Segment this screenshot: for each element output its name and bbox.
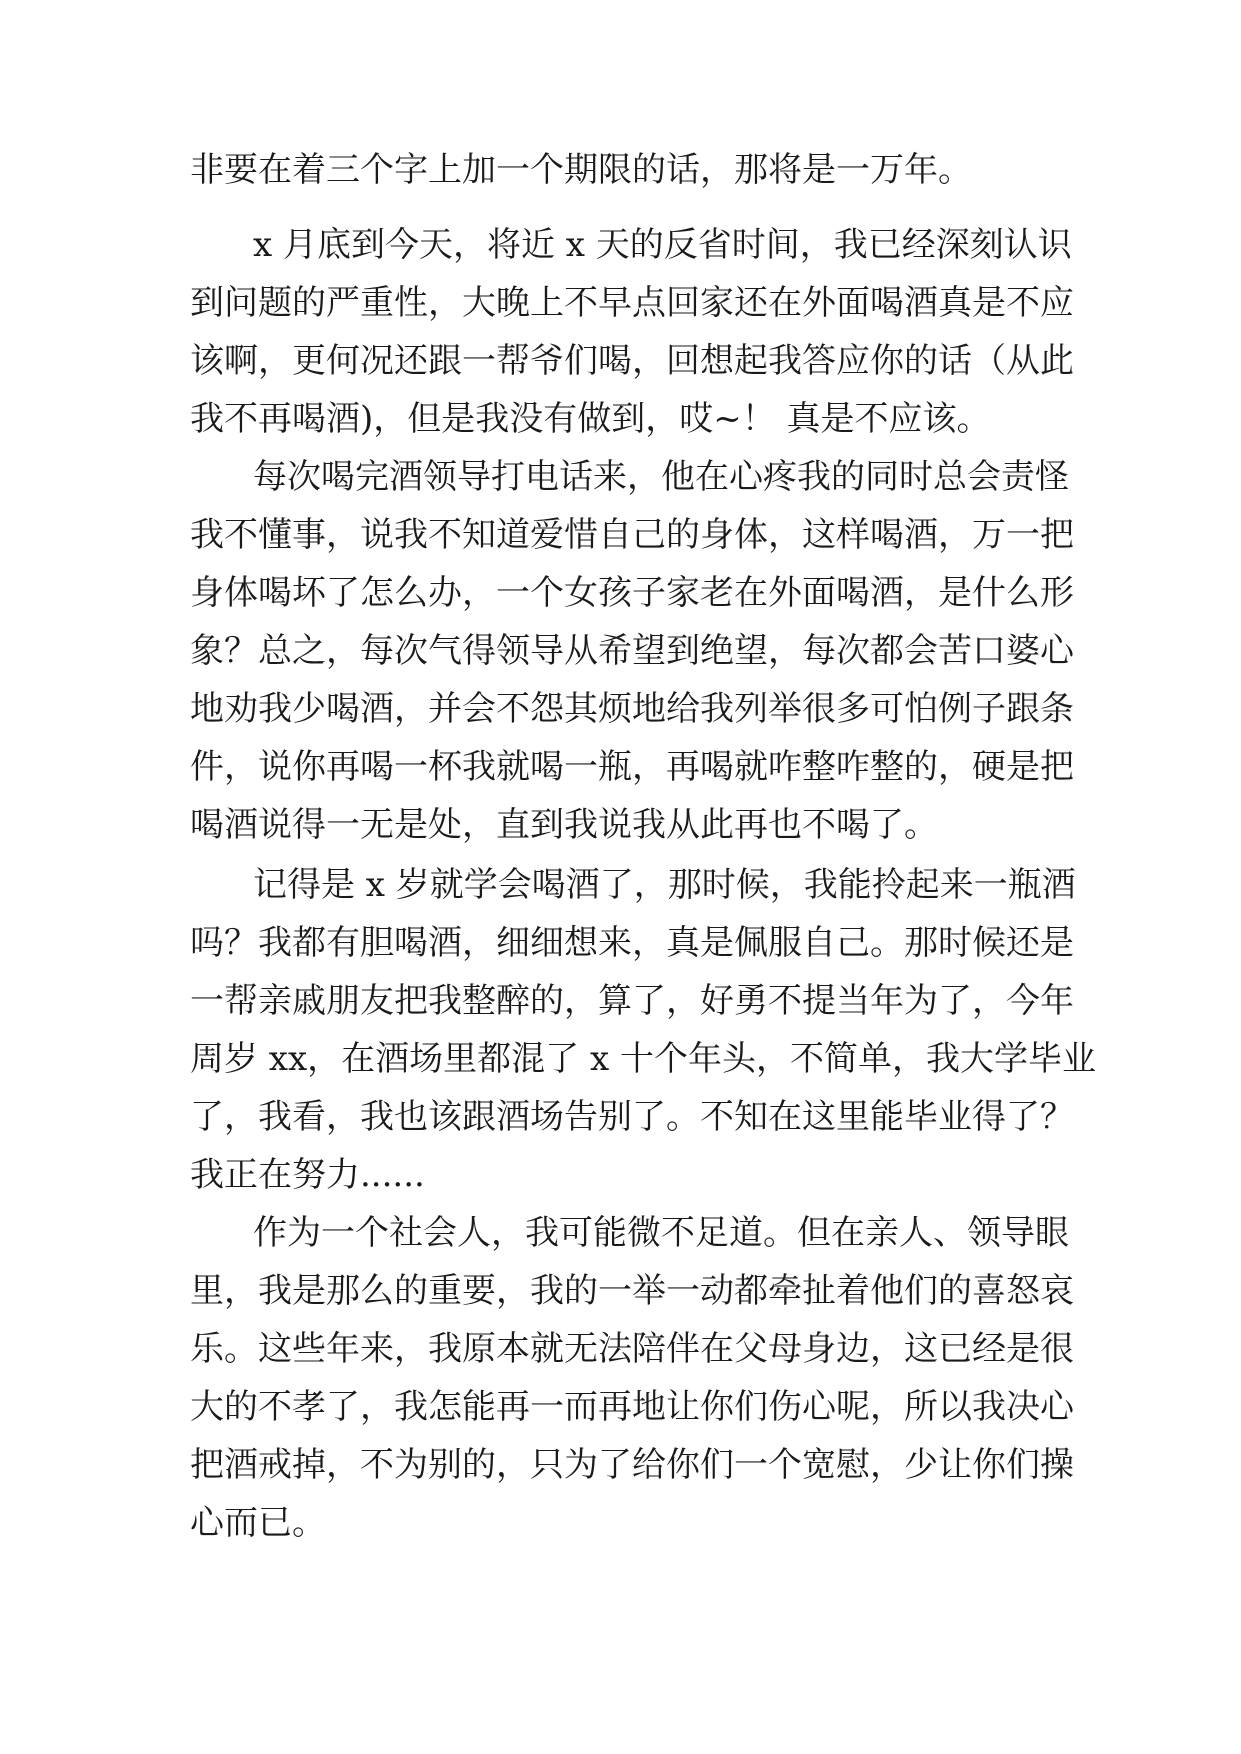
paragraph-first-line: 记得是 x 岁就学会喝酒了，那时候，我能拎起来一瓶酒 <box>253 865 1076 905</box>
text-line: 非要在着三个字上加一个期限的话，那将是一万年。 <box>190 150 972 190</box>
text-line: 象？总之，每次气得领导从希望到绝望，每次都会苦口婆心 <box>190 631 1074 671</box>
paragraph-first-line: 作为一个社会人，我可能微不足道。但在亲人、领导眼 <box>253 1213 1069 1253</box>
text-line: 喝酒说得一无是处，直到我说我从此再也不喝了。 <box>190 805 938 845</box>
text-line: 乐。这些年来，我原本就无法陪伴在父母身边，这已经是很 <box>190 1329 1074 1369</box>
text-line: 地劝我少喝酒，并会不怨其烦地给我列举很多可怕例子跟条 <box>190 689 1074 729</box>
text-line: 到问题的严重性，大晚上不早点回家还在外面喝酒真是不应 <box>190 283 1074 323</box>
text-line: 周岁 xx，在酒场里都混了 x 十个年头，不简单，我大学毕业 <box>190 1039 1096 1079</box>
text-line: 身体喝坏了怎么办，一个女孩子家老在外面喝酒，是什么形 <box>190 573 1074 613</box>
text-line: 我正在努力...... <box>190 1155 425 1195</box>
paragraph-first-line: x 月底到今天，将近 x 天的反省时间，我已经深刻认识 <box>253 225 1072 265</box>
text-line: 心而已。 <box>190 1503 326 1543</box>
text-line: 大的不孝了，我怎能再一而再地让你们伤心呢，所以我决心 <box>190 1387 1074 1427</box>
text-line: 把酒戒掉，不为别的，只为了给你们一个宽慰，少让你们操 <box>190 1445 1074 1485</box>
text-line: 了，我看，我也该跟酒场告别了。不知在这里能毕业得了？ <box>190 1097 1074 1137</box>
text-line: 该啊，更何况还跟一帮爷们喝，回想起我答应你的话（从此 <box>190 341 1074 381</box>
text-line: 一帮亲戚朋友把我整醉的，算了，好勇不提当年为了，今年 <box>190 981 1074 1021</box>
paragraph-first-line: 每次喝完酒领导打电话来，他在心疼我的同时总会责怪 <box>253 457 1069 497</box>
text-line: 我不再喝酒)，但是我没有做到，哎~！ 真是不应该。 <box>190 399 991 439</box>
text-line: 里，我是那么的重要，我的一举一动都牵扯着他们的喜怒哀 <box>190 1271 1074 1311</box>
text-line: 件，说你再喝一杯我就喝一瓶，再喝就咋整咋整的，硬是把 <box>190 747 1074 787</box>
text-line: 我不懂事，说我不知道爱惜自己的身体，这样喝酒，万一把 <box>190 515 1074 555</box>
text-line: 吗？我都有胆喝酒，细细想来，真是佩服自己。那时候还是 <box>190 923 1074 963</box>
